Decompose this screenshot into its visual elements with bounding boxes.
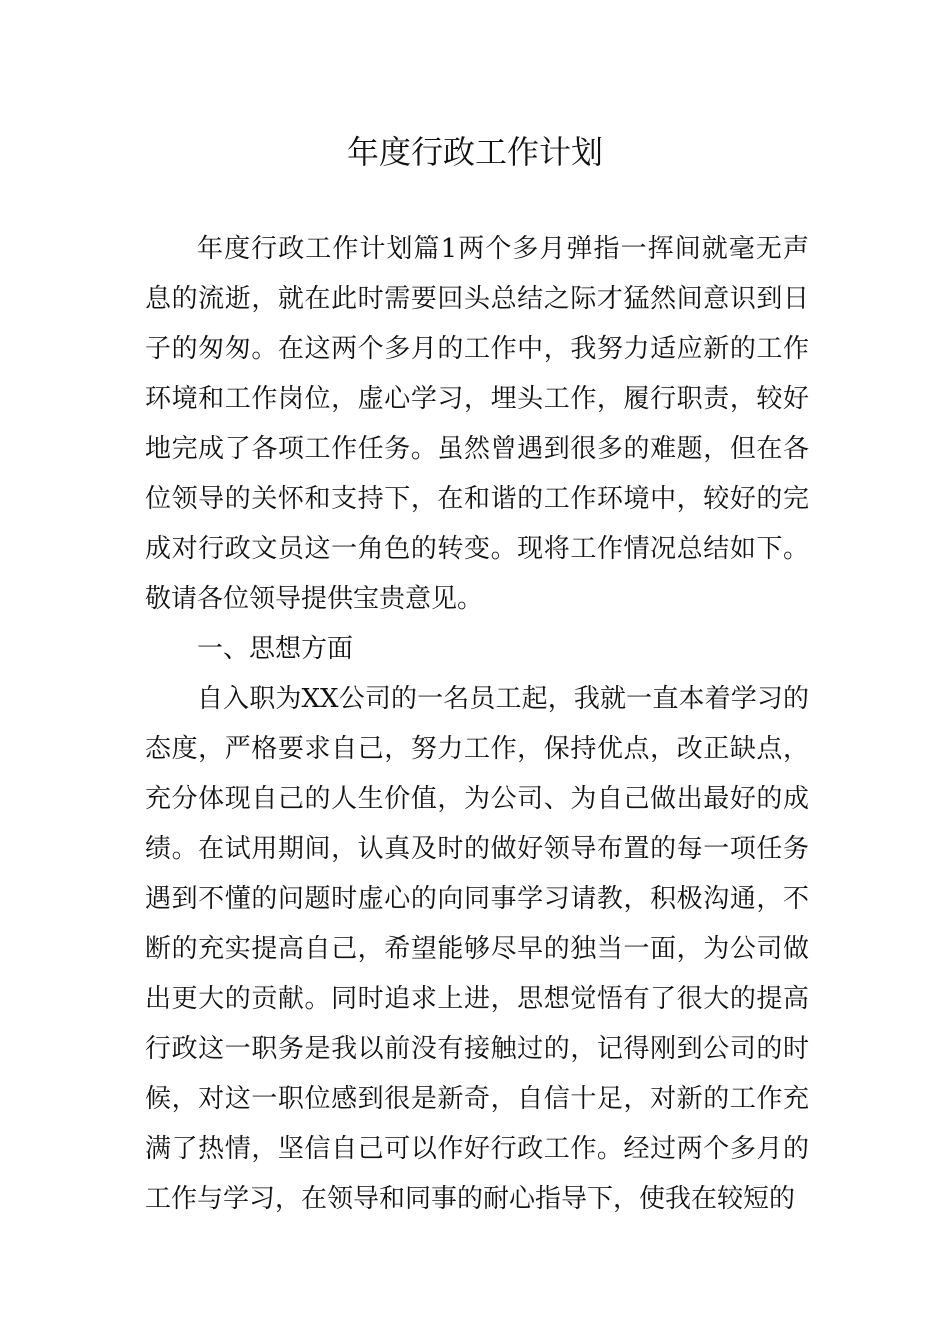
paragraph-thought: 自入职为XX公司的一名员工起，我就一直本着学习的态度，严格要求自己，努力工作，保持优点，改正缺点，充分体现自己的人生价值，为公司、为自己做出最好的成绩。在试用期间，认真及时的做好领导布置的每一项任务遇到不懂的问题时虚心的向同事学习请教，积极沟通，不断的充实提高自己，希望能够尽早的独当一面，为公司做出更大的贡献。同时追求上进，思想觉悟有了很大的提高行政这一职务是我以前没有接触过的，记得刚到公司的时候，对这一职位感到很是新奇，自信十足，对新的工作充满了热情，坚信自己可以作好行政工作。经过两个多月的工作与学习，在领导和同事的耐心指导下，使我在较短的 — [145, 684, 809, 1214]
document-title: 年度行政工作计划 — [346, 133, 603, 171]
section-heading-thought: 一、思想方面 — [197, 634, 354, 664]
paragraph-intro: 年度行政工作计划篇1两个多月弹指一挥间就毫无声息的流逝，就在此时需要回头总结之际才猛然间意识到日子的匆匆。在这两个多月的工作中，我努力适应新的工作环境和工作岗位，虚心学习，埋头工作，履行职责，较好地完成了各项工作任务。虽然曾遇到很多的难题，但在各位领导的关怀和支持下，在和谐的工作环境中，较好的完成对行政文员这一角色的转变。现将工作情况总结如下。敬请各位领导提供宝贵意见。 — [145, 234, 809, 614]
document-body — [145, 224, 809, 1224]
